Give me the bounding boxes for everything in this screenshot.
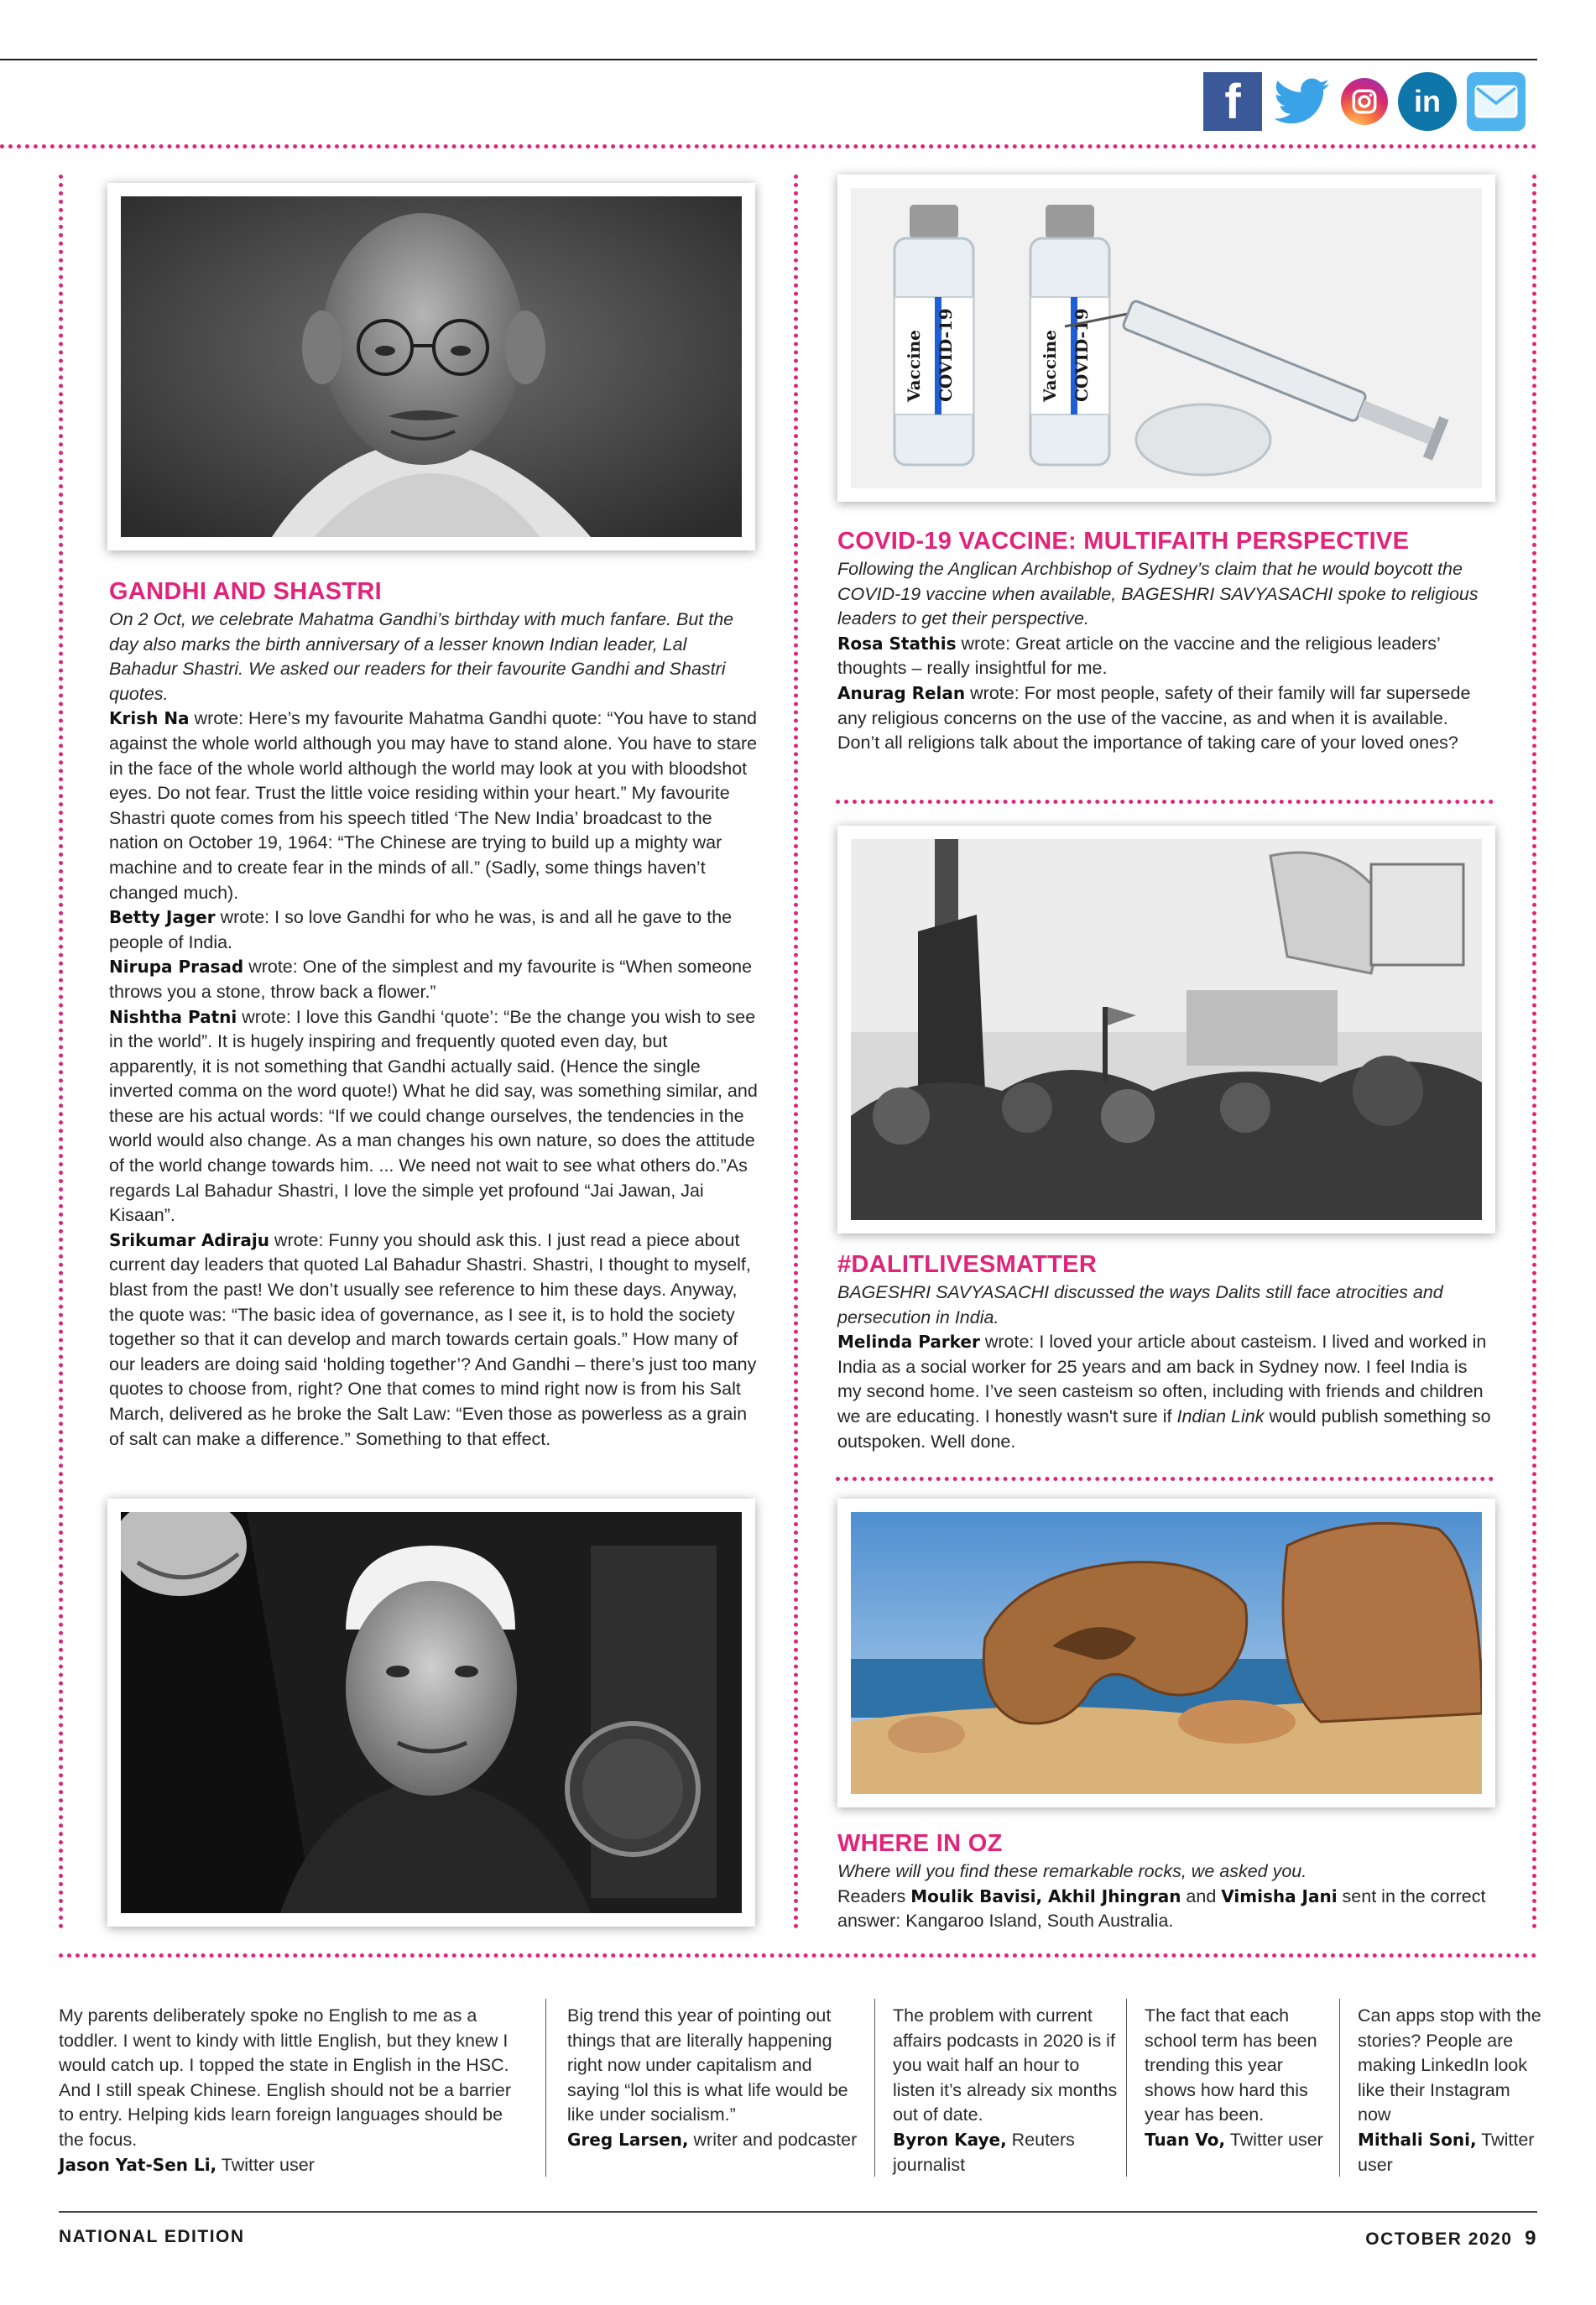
letter-text: wrote: I loved your article about casteism. I lived and worked in India as a social worker for 25 years and am back in Sydney now. I feel India is my second home. I’ve seen casteism so often, including with friends and children we are educating. I honestly wasn't sure if xyxy=(837,1332,1487,1426)
oz-intro: Where will you find these remarkable rocks, we asked you. xyxy=(837,1861,1307,1881)
quote-role: Twitter user xyxy=(1358,2129,1535,2175)
quote-text: My parents deliberately spoke no English to me as a toddler. I went to kindy with little English, but they knew I would catch up. I topped the state in English in the HSC. And I still speak Chinese. English should not be a barrier to entry. Helping kids learn foreign languages should be the focus. xyxy=(59,2005,512,2150)
letter-author: Betty Jager xyxy=(109,907,216,928)
issue-month: OCTOBER 2020 xyxy=(1365,2229,1513,2249)
quote-separator xyxy=(545,1999,546,2177)
dotted-rule-left xyxy=(59,175,63,1930)
oz-heading: WHERE IN OZ xyxy=(837,1830,1003,1857)
quote-role: Reuters journalist xyxy=(893,2129,1075,2175)
vial-label-vaccine: Vaccine xyxy=(1040,330,1060,402)
quote-author: Byron Kaye, xyxy=(893,2129,1007,2150)
social-icons xyxy=(1203,72,1526,131)
email-icon[interactable] xyxy=(1467,72,1526,131)
dotted-rule-bottom xyxy=(59,1953,1537,1958)
quote-author: Jason Yat-Sen Li, xyxy=(59,2154,217,2175)
dalit-heading: #DALITLIVESMATTER xyxy=(837,1251,1098,1278)
oz-and: and xyxy=(1181,1885,1222,1906)
dotted-rule-col2-b xyxy=(836,1477,1494,1481)
dotted-rule-col2-a xyxy=(836,800,1494,804)
letter-text: wrote: Here’s my favourite Mahatma Gandhi quote: “You have to stand against the whole world although you may have to stand alone. You have to stare in the face of the whole world although the world may look at you with bloodshot eyes. Do not fear. Trust the little voice residing within your heart.” My favourite Shastri quote comes from his speech titled ‘The New India’ broadcast to the nation on October 19, 1964: “The Chinese are trying to build up a mighty war machine and to create fear in the minds of all.” (Sadly, some things haven’t changed much). xyxy=(109,708,758,903)
dotted-rule-top xyxy=(0,144,1537,149)
facebook-icon[interactable]: f xyxy=(1203,72,1262,131)
vial-label-vaccine: Vaccine xyxy=(904,330,924,402)
letter-author: Krish Na xyxy=(109,708,190,729)
letter-text: wrote: Funny you should ask this. I just read a piece about current day leaders that quoted Lal Bahadur Shastri. Shastri, I thought to myself, blast from the past! We don’t usually see reference to him these days. Anyway, the quote was: “The basic idea of governance, as I see it, is to hold the society together so that it can develop and march towards certain goals.” How many of our leaders are doing said ‘holding together’? And Gandhi – there’s just too many quotes to choose from, right? One that comes to mind right now is from his Salt March, delivered as he broke the Salt Law: “Even those as powerless as a grain of salt can make a difference.” Something to that effect. xyxy=(109,1229,757,1449)
quote-separator xyxy=(874,1999,875,2177)
quote-author: Tuan Vo, xyxy=(1145,2129,1226,2150)
footer-date-page xyxy=(1365,2227,1537,2250)
letter-text: wrote: One of the simplest and my favourite is “When someone throws you a stone, throw back a flower.” xyxy=(109,957,753,1002)
letter xyxy=(837,1330,1492,1454)
shastri-photo xyxy=(107,1499,755,1927)
dalit-story xyxy=(837,1250,1492,1454)
gandhi-story xyxy=(109,577,759,1452)
quote-role: writer and podcaster xyxy=(688,2129,858,2150)
dalit-protest-photo xyxy=(837,826,1495,1233)
quote-author: Greg Larsen, xyxy=(567,2129,689,2150)
linkedin-icon[interactable]: in xyxy=(1398,72,1457,131)
oz-suffix: sent in the correct answer: Kangaroo Island, South Australia. xyxy=(837,1885,1486,1932)
vial-label-covid: COVID-19 xyxy=(1072,308,1092,402)
letter-text: wrote: Great article on the vaccine and the religious leaders’ thoughts – really insightful for me. xyxy=(837,633,1440,679)
quote-separator xyxy=(1339,1999,1340,2177)
letter-text: wrote: For most people, safety of their family will far supersede any religious concerns on the use of the vaccine, as and when it is available. Don’t all religions talk about the importance of taking care of your loved ones? xyxy=(837,682,1471,754)
letter-text: would publish something so outspoken. Well done. xyxy=(837,1405,1491,1452)
twitter-icon[interactable] xyxy=(1272,72,1331,131)
dalit-intro: BAGESHRI SAVYASACHI discussed the ways Dalits still face atrocities and persecution in India. xyxy=(837,1282,1443,1327)
oz-answer xyxy=(837,1885,1492,1934)
quote-2 xyxy=(567,2004,861,2153)
winner-name: Vimisha Jani xyxy=(1221,1885,1338,1906)
letter-author: Rosa Stathis xyxy=(837,633,957,654)
letter xyxy=(109,955,759,1004)
letter xyxy=(109,707,759,905)
where-in-oz-story xyxy=(837,1829,1492,1934)
gandhi-intro: On 2 Oct, we celebrate Mahatma Gandhi’s birthday with much fanfare. But the day also marks the birth anniversary of a lesser known Indian leader, Lal Bahadur Shastri. We asked our readers for their favourite Gandhi and Shastri quotes. xyxy=(109,609,734,704)
quote-5 xyxy=(1358,2004,1547,2177)
oz-prefix: Readers xyxy=(837,1885,911,1906)
page-number: 9 xyxy=(1525,2227,1537,2250)
letter xyxy=(837,632,1492,681)
quote-text: Can apps stop with the stories? People are making LinkedIn look like their Instagram now xyxy=(1358,2005,1541,2125)
dotted-rule-right xyxy=(1532,175,1536,1930)
publication-name: Indian Link xyxy=(1176,1405,1265,1426)
quote-text: The problem with current affairs podcasts in 2020 is if you wait half an hour to listen it’s already six months out of date. xyxy=(893,2005,1118,2125)
letter-author: Nishtha Patni xyxy=(109,1006,237,1027)
letter-text: wrote: I love this Gandhi ‘quote’: “Be the change you wish to see in the world”. It is hugely inspiring and frequently quoted even day, but apparently, it is not something that Gandhi actually said. (Hence the single inverted comma on the word quote!) What he did say, was something similar, and these are his actual words: “If we could change ourselves, the tendencies in the world would also change. As a man changes his own nature, so does the attitude of the world change towards him. ... We need not wait to see what others do.”As regards Lal Bahadur Shastri, I love the simple yet profound “Jai Jawan, Jai Kisaan”. xyxy=(109,1006,758,1226)
quote-role: Twitter user xyxy=(216,2154,315,2175)
instagram-icon[interactable] xyxy=(1341,78,1388,125)
letter-author: Srikumar Adiraju xyxy=(109,1229,269,1250)
quote-separator xyxy=(1126,1999,1127,2177)
gandhi-photo xyxy=(107,183,755,550)
top-rule xyxy=(0,59,1537,60)
letter xyxy=(109,1005,759,1228)
letter xyxy=(109,1228,759,1452)
quote-role: Twitter user xyxy=(1225,2129,1323,2150)
vial-label-covid: COVID-19 xyxy=(936,308,956,402)
vaccine-heading: COVID-19 VACCINE: MULTIFAITH PERSPECTIVE xyxy=(837,528,1410,555)
letter-author: Nirupa Prasad xyxy=(109,957,244,978)
winner-names: Moulik Bavisi, Akhil Jhingran xyxy=(910,1885,1181,1906)
quote-text: The fact that each school term has been trending this year shows how hard this year has been. xyxy=(1145,2005,1317,2125)
vaccine-story xyxy=(837,527,1492,756)
edition-label: NATIONAL EDITION xyxy=(59,2227,245,2246)
quote-4 xyxy=(1145,2004,1333,2153)
letter xyxy=(109,905,759,955)
vaccine-photo xyxy=(837,175,1495,502)
quote-1 xyxy=(59,2004,512,2177)
quote-text: Big trend this year of pointing out things that are literally happening right now under capitalism and saying “lol this is what life would be like under socialism.” xyxy=(567,2005,848,2125)
gandhi-heading: GANDHI AND SHASTRI xyxy=(109,578,382,605)
quote-author: Mithali Soni, xyxy=(1358,2129,1477,2150)
quote-3 xyxy=(893,2004,1119,2177)
footer-rule xyxy=(59,2211,1537,2213)
letter xyxy=(837,681,1492,756)
dotted-rule-middle xyxy=(794,175,798,1930)
letter-author: Melinda Parker xyxy=(837,1332,980,1353)
letter-author: Anurag Relan xyxy=(837,682,966,703)
letter-text: wrote: I so love Gandhi for who he was, is and all he gave to the people of India. xyxy=(109,907,733,952)
vaccine-intro: Following the Anglican Archbishop of Sydney’s claim that he would boycott the COVID-19 vaccine when available, BAGESHRI SAVYASACHI spoke to religious leaders to get their perspective. xyxy=(837,559,1479,629)
remarkable-rocks-photo xyxy=(837,1499,1495,1807)
